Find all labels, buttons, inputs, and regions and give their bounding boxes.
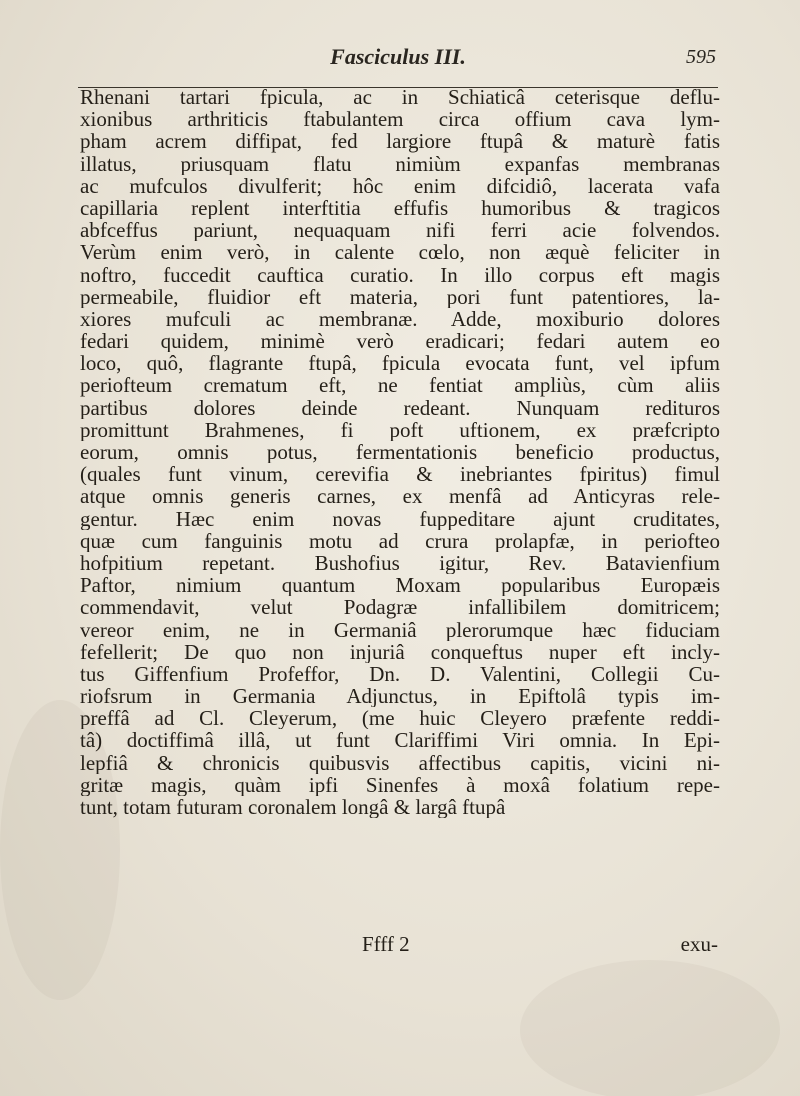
text-line: partibus dolores deinde redeant. Nunquam redituros [80, 396, 720, 419]
text-line: gentur. Hæc enim novas fuppeditare ajunt cruditates, [80, 507, 720, 530]
text-line: xiores mufculi ac membranæ. Adde, moxiburio dolores [80, 307, 720, 331]
text-line: vereor enim, ne in Germaniâ plerorumque hæc fiduciam [80, 618, 720, 641]
page-header [78, 44, 718, 90]
text-line: atque omnis generis carnes, ex menfâ ad Anticyras rele- [80, 485, 720, 508]
text-line: capillaria replent interftitia effufis humoribus & tragicos [80, 196, 720, 220]
text-line: Rhenani tartari fpicula, ac in Schiaticâ ceterisque deflu- [80, 86, 720, 109]
page-footer [80, 932, 720, 956]
text-line: permeabile, fluidior eft materia, pori funt patentiores, la- [80, 285, 720, 308]
text-line: preffâ ad Cl. Cleyerum, (me huic Cleyero præfente reddi- [80, 707, 720, 730]
body-text [80, 86, 720, 818]
text-line: xionibus arthriticis ftabulantem circa offium cava lym- [80, 108, 720, 131]
text-line: ac mufculos divulferit; hôc enim difcidiô, lacerata vafa [80, 174, 720, 197]
text-line: fefellerit; De quo non injuriâ conqueftus nuper eft incly- [80, 640, 720, 663]
text-line: abfceffus pariunt, nequaquam nifi ferri acie folvendos. [80, 219, 720, 242]
text-line: hofpitium repetant. Bushofius igitur, Rev. Batavienfium [80, 551, 720, 575]
text-line: lepfiâ & chronicis quibusvis affectibus capitis, vicini ni- [80, 751, 720, 774]
text-line: tunt, totam futuram coronalem longâ & largâ ftupâ [80, 796, 506, 819]
text-line: illatus, priusquam flatu nimiùm expanfas membranas [80, 152, 720, 175]
text-line: tus Giffenfium Profeffor, Dn. D. Valentini, Collegii Cu- [80, 662, 720, 686]
text-line: promittunt Brahmenes, fi poft uftionem, ex præfcripto [80, 418, 720, 441]
paper-stain [520, 960, 780, 1096]
text-line: quæ cum fanguinis motu ad crura prolapfæ, in periofteo [80, 529, 720, 552]
page-number: 595 [686, 46, 716, 68]
text-line: eorum, omnis potus, fermentationis beneficio productus, [80, 441, 720, 464]
text-line: noftro, fuccedit cauftica curatio. In illo corpus eft magis [80, 263, 720, 286]
text-line: fedari quidem, minimè verò eradicari; fedari autem eo [80, 330, 720, 353]
text-line: riofsrum in Germania Adjunctus, in Epiftolâ typis im- [80, 685, 720, 708]
text-line: tâ) doctiffimâ illâ, ut funt Clariffimi Viri omnia. In Epi- [80, 729, 720, 752]
text-line: Paftor, nimium quantum Moxam popularibus Europæis [80, 574, 720, 597]
text-line: commendavit, velut Podagræ infallibilem domitricem; [80, 596, 720, 619]
text-line: periofteum crematum eft, ne fentiat ampliùs, cùm aliis [80, 374, 720, 397]
text-line: pham acrem diffipat, fed largiore ftupâ & maturè fatis [80, 130, 720, 153]
running-title: Fasciculus III. [330, 44, 466, 69]
text-line: loco, quô, flagrante ftupâ, fpicula evocata funt, vel ipfum [80, 352, 720, 375]
text-line: Verùm enim verò, in calente cœlo, non æquè feliciter in [80, 241, 720, 264]
signature-mark: Ffff 2 [362, 932, 410, 956]
catchword: exu- [680, 932, 718, 956]
text-line: (quales funt vinum, cerevifia & inebriantes fpiritus) fimul [80, 463, 720, 486]
text-line: gritæ magis, quàm ipfi Sinenfes à moxâ folatium repe- [80, 773, 720, 796]
